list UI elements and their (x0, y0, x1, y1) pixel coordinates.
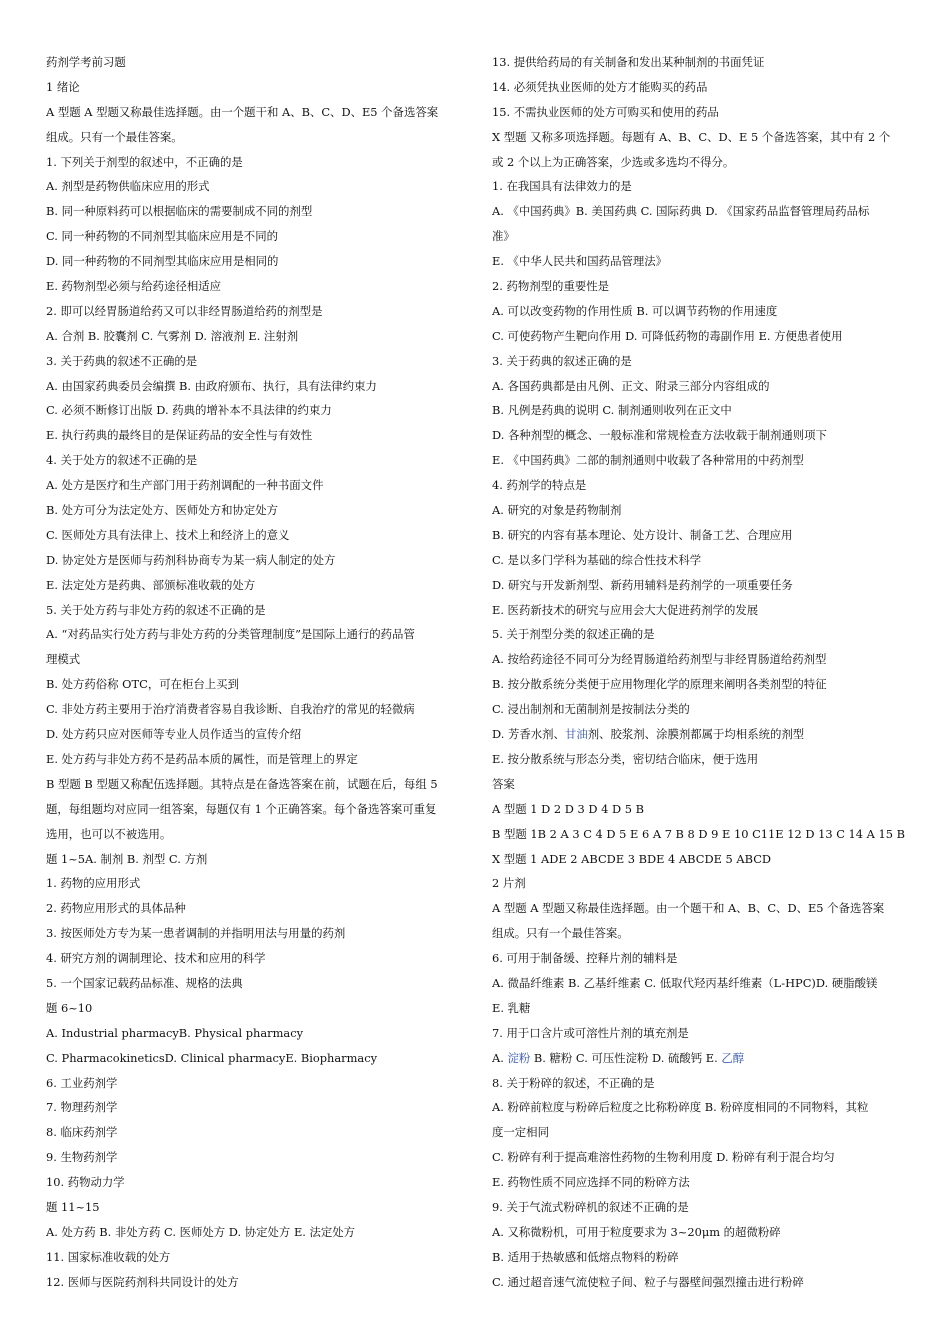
text-line (492, 797, 907, 822)
text-line (492, 971, 907, 996)
line-text: A. 又称微粉机，可用于粒度要求为 3~20μm 的超微粉碎 (492, 1224, 781, 1239)
line-text: E. 《中国药典》二部的制剂通则中收载了各种常用的中药剂型 (492, 453, 804, 468)
line-text: C. PharmacokineticsD. Clinical pharmacyE. Biopharmacy (46, 1050, 378, 1065)
text-line (46, 498, 461, 523)
text-line (46, 150, 461, 175)
highlight-glycerin: 甘油 (564, 727, 588, 742)
text-line (492, 224, 907, 249)
line-text: 答案 (492, 776, 515, 791)
text-line (46, 1095, 461, 1120)
line-text: A. 合剂 B. 胶囊剂 C. 气雾剂 D. 溶液剂 E. 注射剂 (46, 328, 299, 343)
text-line (46, 50, 461, 75)
text-line (492, 448, 907, 473)
line-text: 准》 (492, 229, 515, 244)
line-text: 题 11~15 (46, 1199, 100, 1214)
text-line (492, 150, 907, 175)
text-line (46, 747, 461, 772)
line-text: 5. 一个国家记载药品标准、规格的法典 (46, 975, 243, 990)
text-line (46, 896, 461, 921)
line-text: C. 通过超音速气流使粒子间、粒子与器壁间强烈撞击进行粉碎 (492, 1274, 804, 1289)
line-text: 1. 药物的应用形式 (46, 876, 141, 891)
text-line (492, 473, 907, 498)
text-line (46, 374, 461, 399)
text-line (46, 822, 461, 847)
text-line (46, 473, 461, 498)
text-line (492, 772, 907, 797)
text-line (46, 598, 461, 623)
line-text: 3. 按医师处方专为某一患者调制的并指明用法与用量的药剂 (46, 926, 346, 941)
line-text: 6. 可用于制备缓、控释片剂的辅料是 (492, 951, 678, 966)
text-line (492, 847, 907, 872)
text-line (46, 274, 461, 299)
text-line (492, 647, 907, 672)
text-line (46, 324, 461, 349)
text-line (46, 672, 461, 697)
left-column (46, 50, 461, 1295)
text-line (46, 1046, 461, 1071)
text-line (46, 871, 461, 896)
text-line (46, 697, 461, 722)
text-line (492, 299, 907, 324)
line-text: E. 按分散系统与形态分类，密切结合临床，便于选用 (492, 751, 759, 766)
text-line (46, 946, 461, 971)
text-line (492, 1071, 907, 1096)
line-text: A 型题 1 D 2 D 3 D 4 D 5 B (492, 801, 644, 816)
text-line (46, 448, 461, 473)
text-line (46, 1270, 461, 1295)
text-line (46, 423, 461, 448)
line-text: 或 2 个以上为正确答案，少选或多选均不得分。 (492, 154, 735, 169)
text-line (46, 1170, 461, 1195)
line-text: A. Industrial pharmacyB. Physical pharmacy (46, 1025, 304, 1040)
text-line (46, 1071, 461, 1096)
line-text: 7. 用于口含片或可溶性片剂的填充剂是 (492, 1025, 689, 1040)
line-text: A. “对药品实行处方药与非处方药的分类管理制度”是国际上通行的药品管 (46, 627, 415, 642)
line-text: C. 可使药物产生靶向作用 D. 可降低药物的毒副作用 E. 方便患者使用 (492, 328, 843, 343)
line-text: B 型题 B 型题又称配伍选择题。其特点是在备选答案在前，试题在后，每组 5 (46, 776, 438, 791)
line-text: E. 处方药与非处方药不是药品本质的属性，而是管理上的界定 (46, 751, 358, 766)
line-text: C. 是以多门学科为基础的综合性技术科学 (492, 552, 702, 567)
line-text: A. 处方药 B. 非处方药 C. 医师处方 D. 协定处方 E. 法定处方 (46, 1224, 356, 1239)
text-line (492, 598, 907, 623)
line-text: A. 微晶纤维素 B. 乙基纤维素 C. 低取代羟丙基纤维素（L-HPC)D. 硬脂酸镁 (492, 975, 878, 990)
line-text: 题 1~5A. 制剂 B. 剂型 C. 方剂 (46, 851, 208, 866)
line-text: 4. 关于处方的叙述不正确的是 (46, 453, 198, 468)
text-line (492, 996, 907, 1021)
text-line (46, 1220, 461, 1245)
text-line (46, 722, 461, 747)
line-text: A. 《中国药典》B. 美国药典 C. 国际药典 D. 《国家药品监督管理局药品标 (492, 204, 870, 219)
text-line (492, 324, 907, 349)
line-text: E. 法定处方是药典、部颁标准收载的处方 (46, 577, 256, 592)
line-text: D. 研究与开发新剂型、新药用辅料是药剂学的一项重要任务 (492, 577, 793, 592)
text-line (492, 174, 907, 199)
text-line (492, 423, 907, 448)
text-line (492, 1095, 907, 1120)
text-line (492, 1245, 907, 1270)
line-text: A. 可以改变药物的作用性质 B. 可以调节药物的作用速度 (492, 303, 778, 318)
text-line (46, 1245, 461, 1270)
line-text: B 型题 1B 2 A 3 C 4 D 5 E 6 A 7 B 8 D 9 E 10 C11E 12 D 13 C 14 A 15 B (492, 826, 905, 841)
line-text: B. 处方药俗称 OTC，可在柜台上买到 (46, 677, 239, 692)
text-line (492, 1220, 907, 1245)
text-line (46, 921, 461, 946)
text-line (46, 573, 461, 598)
line-text: 1. 在我国具有法律效力的是 (492, 179, 632, 194)
line-text: 3. 关于药典的叙述不正确的是 (46, 353, 198, 368)
text-line (492, 1170, 907, 1195)
text-line (46, 996, 461, 1021)
text-line (492, 398, 907, 423)
line-text: 题 6~10 (46, 1000, 93, 1015)
line-text: C. 粉碎有利于提高难溶性药物的生物利用度 D. 粉碎有利于混合均匀 (492, 1150, 835, 1165)
line-text: 2. 药物剂型的重要性是 (492, 279, 610, 294)
line-text: E. 《中华人民共和国药品管理法》 (492, 254, 668, 269)
text-line (492, 921, 907, 946)
line-text: A 型题 A 型题又称最佳选择题。由一个题干和 A、B、C、D、E5 个备选答案 (492, 901, 885, 916)
line-text: 10. 药物动力学 (46, 1175, 125, 1190)
line-text: A. (492, 1050, 508, 1065)
text-line (492, 249, 907, 274)
line-text: 理模式 (46, 652, 81, 667)
line-text: B. 处方可分为法定处方、医师处方和协定处方 (46, 503, 279, 518)
text-line (492, 747, 907, 772)
text-line (492, 75, 907, 100)
line-text-continued: 剂、胶浆剂、涂膜剂都属于均相系统的剂型 (587, 727, 805, 742)
line-text: 11. 国家标准收载的处方 (46, 1249, 171, 1264)
line-text: B. 凡例是药典的说明 C. 制剂通则收列在正文中 (492, 403, 732, 418)
line-text: 1. 下列关于剂型的叙述中，不正确的是 (46, 154, 243, 169)
line-text: B. 适用于热敏感和低熔点物料的粉碎 (492, 1249, 679, 1264)
text-line (492, 349, 907, 374)
text-line (46, 971, 461, 996)
text-line (46, 199, 461, 224)
line-text: A. 各国药典都是由凡例、正文、附录三部分内容组成的 (492, 378, 770, 393)
text-line (492, 50, 907, 75)
line-text: 13. 提供给药局的有关制备和发出某种制剂的书面凭证 (492, 55, 765, 69)
line-text: A. 由国家药典委员会编撰 B. 由政府颁布、执行，具有法律约束力 (46, 378, 377, 393)
line-text: 1 绪论 (46, 79, 80, 94)
line-text: D. 芳香水剂、 (492, 727, 565, 742)
text-line (46, 1145, 461, 1170)
text-line (492, 871, 907, 896)
text-line (492, 374, 907, 399)
line-text: 2. 即可以经胃肠道给药又可以非经胃肠道给药的剂型是 (46, 303, 323, 318)
line-text: 5. 关于处方药与非处方药的叙述不正确的是 (46, 602, 266, 617)
line-text: 药剂学考前习题 (46, 55, 126, 69)
line-text: A. 研究的对象是药物制剂 (492, 503, 622, 518)
line-text: A. 剂型是药物供临床应用的形式 (46, 179, 210, 194)
text-line (492, 946, 907, 971)
text-line (46, 548, 461, 573)
line-text: 2 片剂 (492, 876, 526, 891)
text-line (492, 100, 907, 125)
text-line (492, 896, 907, 921)
text-line (492, 125, 907, 150)
line-text: 8. 关于粉碎的叙述，不正确的是 (492, 1075, 655, 1090)
line-text: 9. 生物药剂学 (46, 1150, 118, 1165)
text-line (492, 523, 907, 548)
text-line (492, 622, 907, 647)
line-text: E. 药物剂型必须与给药途径相适应 (46, 279, 222, 294)
text-line (492, 548, 907, 573)
line-text: C. 医师处方具有法律上、技术上和经济上的意义 (46, 527, 290, 542)
text-line (46, 398, 461, 423)
line-text: B. 研究的内容有基本理论、处方设计、制备工艺、合理应用 (492, 527, 793, 542)
text-line (46, 299, 461, 324)
line-text-continued: B. 糖粉 C. 可压性淀粉 D. 硫酸钙 E. (530, 1050, 722, 1065)
line-text: X 型题 1 ADE 2 ABCDE 3 BDE 4 ABCDE 5 ABCD (492, 851, 772, 866)
text-line (46, 249, 461, 274)
text-line (492, 1195, 907, 1220)
text-line (46, 797, 461, 822)
line-text: E. 乳糖 (492, 1000, 531, 1015)
line-text: 3. 关于药典的叙述正确的是 (492, 353, 632, 368)
text-line (46, 772, 461, 797)
line-text: 9. 关于气流式粉碎机的叙述不正确的是 (492, 1199, 689, 1214)
text-line (46, 100, 461, 125)
line-text: A. 按给药途径不同可分为经胃肠道给药剂型与非经胃肠道给药剂型 (492, 652, 827, 667)
line-text: C. 同一种药物的不同剂型其临床应用是不同的 (46, 229, 278, 244)
line-text: C. 非处方药主要用于治疗消费者容易自我诊断、自我治疗的常见的轻微病 (46, 702, 415, 717)
line-text: 4. 研究方剂的调制理论、技术和应用的科学 (46, 951, 266, 966)
text-line (492, 1270, 907, 1295)
right-column (492, 50, 907, 1295)
text-line (492, 722, 907, 747)
line-text: A. 处方是医疗和生产部门用于药剂调配的一种书面文件 (46, 478, 324, 493)
text-line (492, 1046, 907, 1071)
text-line (492, 822, 907, 847)
line-text: B. 同一种原料药可以根据临床的需要制成不同的剂型 (46, 204, 313, 219)
line-text: 度一定相同 (492, 1125, 549, 1140)
line-text: 2. 药物应用形式的具体品种 (46, 901, 186, 916)
text-line (46, 75, 461, 100)
text-line (492, 274, 907, 299)
text-line (46, 349, 461, 374)
line-text: 选用，也可以不被选用。 (46, 826, 172, 841)
text-line (46, 622, 461, 647)
line-text: 7. 物理药剂学 (46, 1100, 118, 1115)
line-text: B. 按分散系统分类便于应用物理化学的原理来阐明各类剂型的特征 (492, 677, 827, 692)
line-text: 题，每组题均对应同一组答案，每题仅有 1 个正确答案。每个备选答案可重复 (46, 801, 437, 816)
line-text: X 型题 又称多项选择题。每题有 A、B、C、D、E 5 个备选答案，其中有 2 个 (492, 129, 891, 144)
text-line (46, 523, 461, 548)
text-line (46, 174, 461, 199)
line-text: 8. 临床药剂学 (46, 1125, 118, 1140)
line-text: 5. 关于剂型分类的叙述正确的是 (492, 627, 655, 642)
line-text: 6. 工业药剂学 (46, 1075, 118, 1090)
text-line (46, 1195, 461, 1220)
line-text: D. 处方药只应对医师等专业人员作适当的宣传介绍 (46, 727, 302, 742)
text-line (46, 125, 461, 150)
line-text: E. 药物性质不同应选择不同的粉碎方法 (492, 1175, 690, 1190)
line-text: 组成。只有一个最佳答案。 (492, 926, 629, 941)
line-text: E. 医药新技术的研究与应用会大大促进药剂学的发展 (492, 602, 759, 617)
line-text: D. 同一种药物的不同剂型其临床应用是相同的 (46, 254, 279, 269)
line-text: 组成。只有一个最佳答案。 (46, 129, 183, 144)
text-line (492, 498, 907, 523)
text-line (492, 672, 907, 697)
line-text: 4. 药剂学的特点是 (492, 478, 587, 493)
text-line (492, 573, 907, 598)
text-line (492, 1145, 907, 1170)
line-text: C. 浸出制剂和无菌制剂是按制法分类的 (492, 702, 690, 717)
line-text: 15. 不需执业医师的处方可购买和使用的药品 (492, 104, 719, 119)
text-line (492, 697, 907, 722)
text-line (46, 1120, 461, 1145)
line-text: 12. 医师与医院药剂科共同设计的处方 (46, 1274, 239, 1289)
line-text: 14. 必须凭执业医师的处方才能购买的药品 (492, 79, 708, 94)
text-line (492, 1120, 907, 1145)
highlight-ethanol: 乙醇 (721, 1050, 745, 1065)
text-line (492, 199, 907, 224)
text-line (46, 1021, 461, 1046)
line-text: D. 各种剂型的概念、一般标准和常规检查方法收载于制剂通则项下 (492, 428, 827, 443)
line-text: D. 协定处方是医师与药剂科协商专为某一病人制定的处方 (46, 552, 336, 567)
text-line (46, 647, 461, 672)
text-line (46, 847, 461, 872)
highlight-starch: 淀粉 (507, 1050, 531, 1065)
line-text: E. 执行药典的最终目的是保证药品的安全性与有效性 (46, 428, 313, 443)
text-line (492, 1021, 907, 1046)
line-text: A 型题 A 型题又称最佳选择题。由一个题干和 A、B、C、D、E5 个备选答案 (46, 104, 439, 119)
text-line (46, 224, 461, 249)
line-text: C. 必须不断修订出版 D. 药典的增补本不具法律的约束力 (46, 403, 332, 418)
line-text: A. 粉碎前粒度与粉碎后粒度之比称粉碎度 B. 粉碎度相同的不同物料，其粒 (492, 1100, 869, 1115)
